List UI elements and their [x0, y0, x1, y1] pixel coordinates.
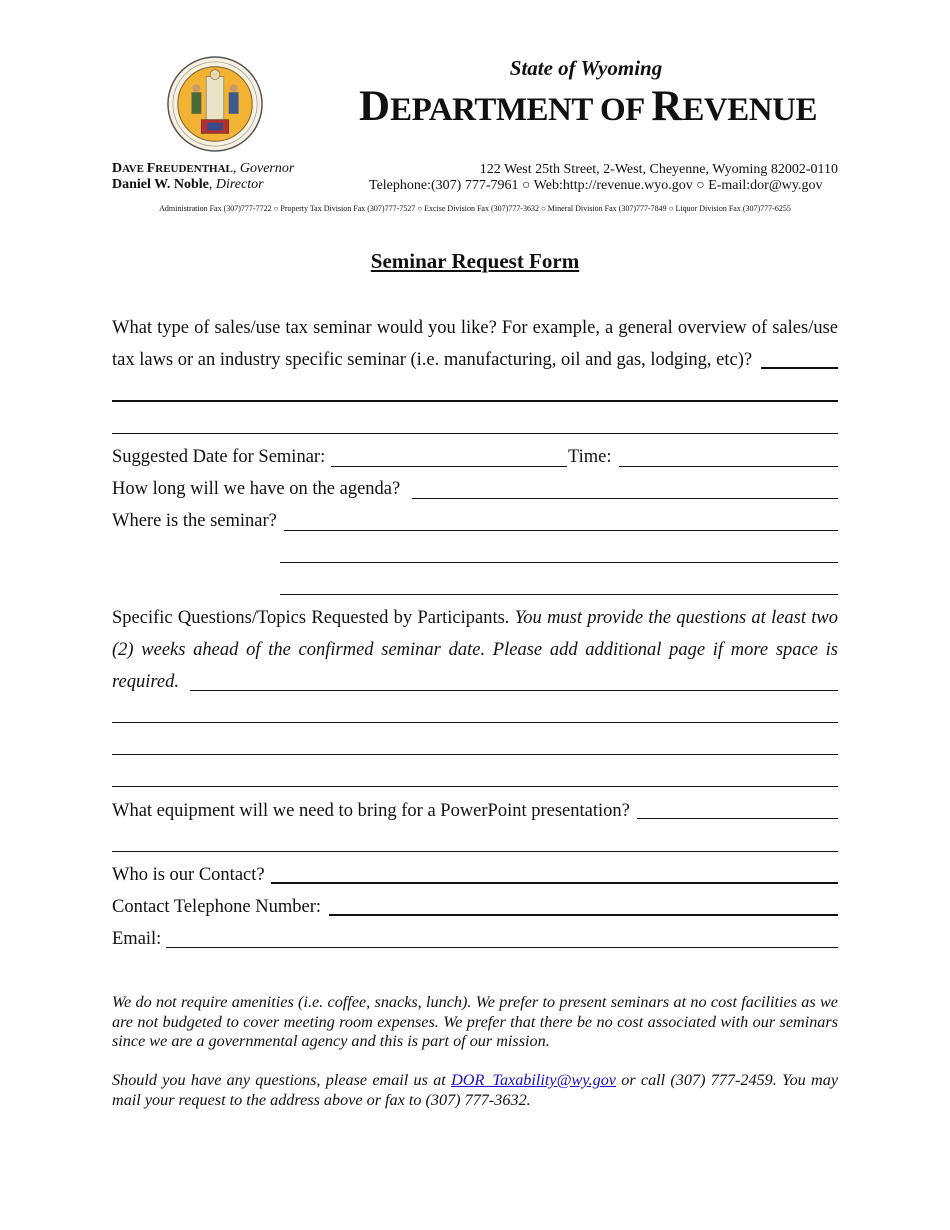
location-field[interactable] [284, 530, 838, 531]
department-address: 122 West 25th Street, 2-West, Cheyenne, Wyoming 82002-0110 [479, 162, 838, 177]
department-title: DEPARTMENT OF REVENUE [359, 83, 817, 130]
seminar-type-question: What type of sales/use tax seminar would you like? For example, a general overview of sales/use tax laws or an industry specific seminar (i.e. manufacturing, oil and gas, lodging, etc)? [112, 318, 838, 370]
date-label: Suggested Date for Seminar: [112, 447, 326, 467]
agenda-field[interactable] [412, 498, 838, 499]
amenities-note: We do not require amenities (i.e. coffee, snacks, lunch). We prefer to present seminars at no cost facilities as we are not budgeted to cover meeting room expenses. We prefer that there be no cost associated with our seminars since we are a governmental agency and this is part of our mission. [112, 993, 838, 1050]
topics-line-2[interactable] [112, 722, 838, 723]
phone-label: Contact Telephone Number: [112, 897, 322, 917]
location-line-2[interactable] [280, 562, 838, 563]
topics-field[interactable] [190, 690, 838, 691]
equipment-label: What equipment will we need to bring for a PowerPoint presentation? [112, 801, 630, 821]
email-label: Email: [112, 929, 162, 949]
location-label: Where is the seminar? [112, 511, 277, 531]
equipment-line-2[interactable] [112, 851, 838, 852]
equipment-field[interactable] [637, 818, 838, 819]
time-label: Time: [568, 447, 612, 467]
topics-line-3[interactable] [112, 754, 838, 755]
location-line-3[interactable] [280, 594, 838, 595]
state-name: State of Wyoming [509, 56, 663, 80]
form-title: Seminar Request Form [370, 249, 580, 273]
director-line: Daniel W. Noble, Director [112, 177, 264, 192]
date-field[interactable] [331, 466, 567, 467]
governor-line: DAVE FREUDENTHAL, Governor [112, 161, 295, 176]
taxability-email-link[interactable]: DOR_Taxability@wy.gov [451, 1071, 616, 1089]
email-field[interactable] [166, 947, 838, 948]
seminar-type-line-2[interactable] [112, 400, 838, 402]
contact-field[interactable] [271, 882, 838, 884]
topics-line-4[interactable] [112, 786, 838, 787]
department-contact: Telephone:(307) 777-7961 ○ Web:http://revenue.wyo.gov ○ E-mail:dor@wy.gov [369, 178, 823, 193]
topics-question: Specific Questions/Topics Requested by Participants. You must provide the questions at least two (2) weeks ahead of the confirmed seminar date. Please add additional page if more space is required. [112, 608, 839, 692]
contact-label: Who is our Contact? [112, 865, 265, 885]
fax-numbers: Administration Fax (307)777-7722 ○ Property Tax Division Fax (307)777-7527 ○ Excise Division Fax (307)777-3632 ○ Mineral Division Fax (307)777-7849 ○ Liquor Division Fax (307)777-6255 [159, 204, 791, 213]
phone-field[interactable] [329, 914, 838, 916]
agenda-label: How long will we have on the agenda? [112, 479, 401, 499]
state-seal-icon [166, 55, 264, 153]
seminar-type-field[interactable] [761, 367, 838, 369]
questions-note: Should you have any questions, please email us at DOR_Taxability@wy.gov or call (307) 777-2459. You may mail your request to the address above or fax to (307) 777-3632. [112, 1071, 838, 1109]
seminar-type-line-3[interactable] [112, 433, 838, 434]
time-field[interactable] [619, 466, 838, 467]
